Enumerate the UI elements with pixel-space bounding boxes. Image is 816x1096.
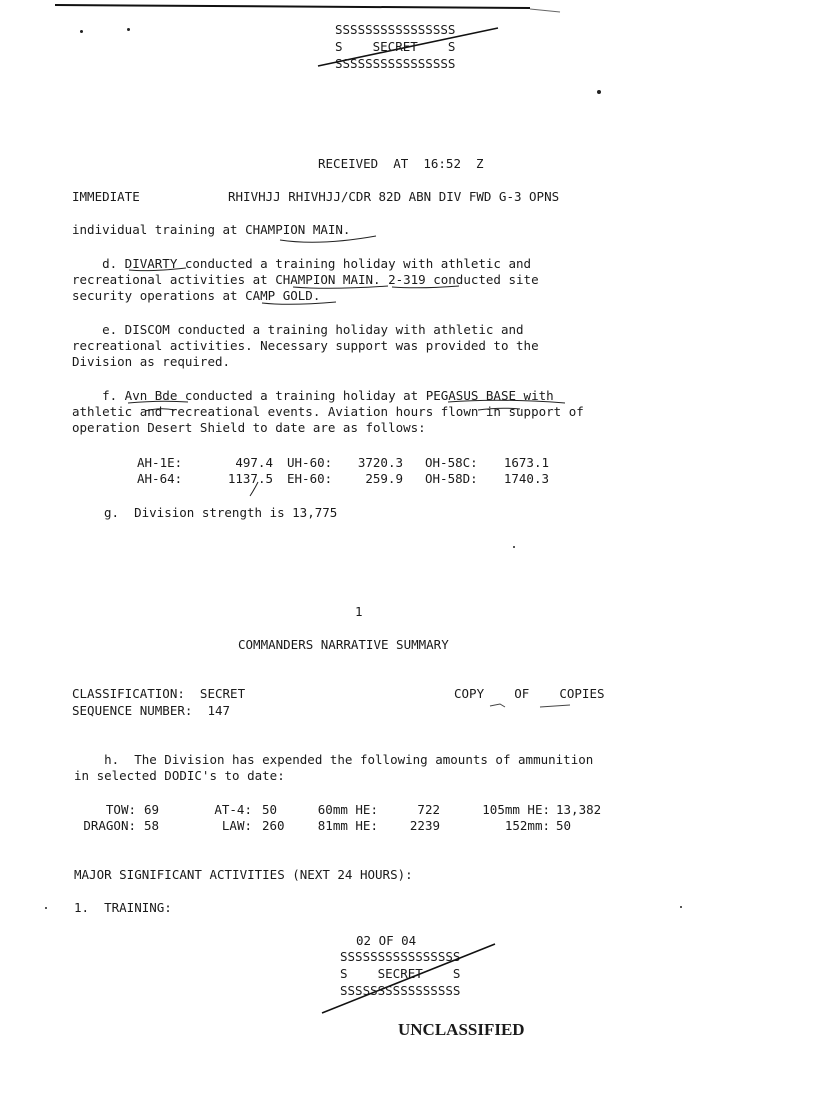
flight-hours: 497.4 xyxy=(235,455,273,470)
copy-scribble xyxy=(490,704,570,707)
classification-line: CLASSIFICATION: SECRET xyxy=(72,686,246,701)
precedence: IMMEDIATE xyxy=(72,189,140,204)
top-rule xyxy=(55,5,530,8)
flight-hours: 1137.5 xyxy=(227,471,273,486)
addressee: RHIVHJJ RHIVHJJ/CDR 82D ABN DIV FWD G-3 OPNS xyxy=(228,189,560,204)
copy-line: COPY OF COPIES xyxy=(454,686,605,701)
body-line: e. DISCOM conducted a training holiday with athletic and xyxy=(72,322,524,337)
sequence-line: SEQUENCE NUMBER: 147 xyxy=(72,703,231,718)
ammo-row xyxy=(80,818,608,833)
body-line: d. DIVARTY conducted a training holiday with athletic and xyxy=(72,256,532,271)
body-line: f. Avn Bde conducted a training holiday at PEGASUS BASE with xyxy=(72,388,554,403)
footer-banner-row2: S SECRET S xyxy=(340,966,461,981)
body-line: recreational activities at CHAMPION MAIN. 2-319 conducted site xyxy=(72,272,539,287)
speck xyxy=(80,30,83,33)
body-line: operation Desert Shield to date are as follows: xyxy=(72,420,426,435)
speck xyxy=(513,546,515,548)
aircraft-type: AH-1E: xyxy=(137,455,183,470)
dodic-value: 58 xyxy=(144,818,160,833)
flight-hours: 1673.1 xyxy=(503,455,549,470)
training-item: 1. TRAINING: xyxy=(74,900,172,915)
header-banner-row3: SSSSSSSSSSSSSSSS xyxy=(335,56,456,71)
dodic-label: 105mm HE: xyxy=(482,802,550,817)
aviation-row xyxy=(137,471,549,486)
division-strength: g. Division strength is 13,775 xyxy=(104,505,338,520)
speck xyxy=(45,907,47,909)
dodic-label: 152mm: xyxy=(504,818,550,833)
aircraft-type: EH-60: xyxy=(287,471,333,486)
body-line: individual training at CHAMPION MAIN. xyxy=(72,222,351,237)
received-time: RECEIVED AT 16:52 Z xyxy=(318,156,484,171)
dodic-value: 13,382 xyxy=(556,802,602,817)
unclassified-stamp: UNCLASSIFIED xyxy=(398,1020,525,1039)
dodic-label: TOW: xyxy=(105,802,136,817)
dodic-label: LAW: xyxy=(221,818,252,833)
speck xyxy=(680,906,682,908)
major-activities-heading: MAJOR SIGNIFICANT ACTIVITIES (NEXT 24 HOURS): xyxy=(74,867,413,882)
footer-page-count: 02 OF 04 xyxy=(356,933,417,948)
flight-hours: 1740.3 xyxy=(503,471,549,486)
speck xyxy=(127,28,130,31)
footer-banner-row1: SSSSSSSSSSSSSSSS xyxy=(340,949,461,964)
narrative-title: COMMANDERS NARRATIVE SUMMARY xyxy=(238,637,449,652)
speck xyxy=(597,90,601,94)
aircraft-type: OH-58D: xyxy=(425,471,478,486)
aviation-row xyxy=(137,455,549,470)
dodic-value: 2239 xyxy=(409,818,440,833)
header-banner-row1: SSSSSSSSSSSSSSSS xyxy=(335,22,456,37)
ammo-row xyxy=(80,802,608,817)
aircraft-type: OH-58C: xyxy=(425,455,478,470)
dodic-value: 50 xyxy=(262,802,278,817)
top-rule-tail xyxy=(530,9,560,12)
flight-hours: 3720.3 xyxy=(357,455,403,470)
dodic-value: 260 xyxy=(262,818,285,833)
body-line: recreational activities. Necessary support was provided to the xyxy=(72,338,539,353)
body-line: Division as required. xyxy=(72,354,231,369)
dodic-label: DRAGON: xyxy=(83,818,136,833)
dodic-value: 50 xyxy=(556,818,572,833)
flight-hours: 259.9 xyxy=(365,471,403,486)
footer-banner-row3: SSSSSSSSSSSSSSSS xyxy=(340,983,461,998)
aircraft-type: AH-64: xyxy=(137,471,183,486)
body-line: security operations at CAMP GOLD. xyxy=(72,288,321,303)
dodic-label: 81mm HE: xyxy=(317,818,378,833)
ammo-intro-line: in selected DODIC's to date: xyxy=(74,768,285,783)
header-banner-row2: S SECRET S xyxy=(335,39,456,54)
dodic-value: 722 xyxy=(417,802,440,817)
dodic-label: AT-4: xyxy=(214,802,252,817)
ammo-intro-line: h. The Division has expended the following amounts of ammunition xyxy=(74,752,594,767)
body-line: athletic and recreational events. Aviation hours flown in support of xyxy=(72,404,584,419)
dodic-label: 60mm HE: xyxy=(317,802,378,817)
aircraft-type: UH-60: xyxy=(287,455,333,470)
dodic-value: 69 xyxy=(144,802,160,817)
page-number: 1 xyxy=(355,604,363,619)
